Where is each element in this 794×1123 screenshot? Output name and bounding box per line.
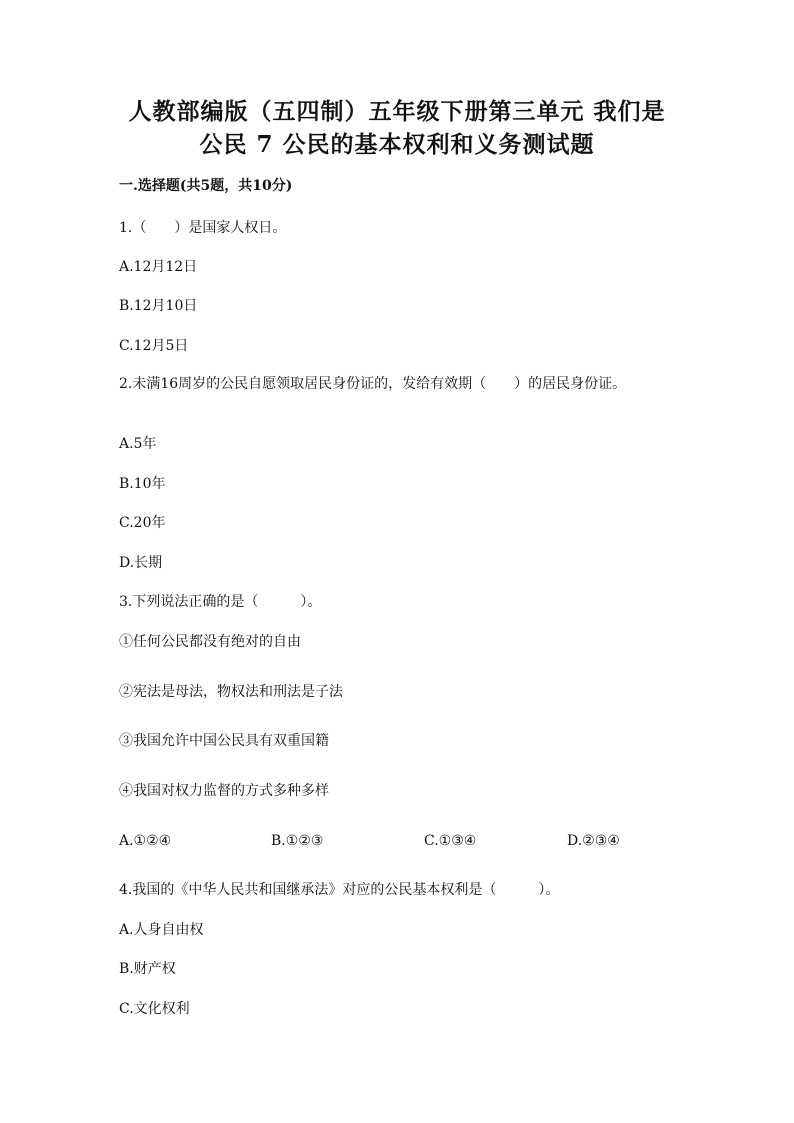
section-heading: 一.选择题(共5题，共10分) xyxy=(119,178,293,194)
question-2-option-a: A.5年 xyxy=(119,436,157,452)
document-title-line-1: 人教部编版（五四制）五年级下册第三单元 我们是 xyxy=(128,98,666,125)
question-1-option-a: A.12月12日 xyxy=(119,259,198,275)
question-3-option-b: B.①②③ xyxy=(271,833,324,849)
question-3-option-c: C.①③④ xyxy=(424,833,477,849)
question-4-option-c: C.文化权利 xyxy=(119,1001,190,1017)
question-1-option-b: B.12月10日 xyxy=(119,298,198,314)
question-4-option-b: B.财产权 xyxy=(119,961,176,977)
question-3-statement-2: ②宪法是母法，物权法和刑法是子法 xyxy=(119,684,343,700)
question-1-option-c: C.12月5日 xyxy=(119,338,189,354)
question-3-option-d: D.②③④ xyxy=(567,833,620,849)
question-1-stem: 1.（ ）是国家人权日。 xyxy=(119,220,287,236)
question-2-option-b: B.10年 xyxy=(119,476,166,492)
question-3-statement-1: ①任何公民都没有绝对的自由 xyxy=(119,634,301,650)
document-title-line-2: 公民 7 公民的基本权利和义务测试题 xyxy=(199,131,595,158)
question-3-statement-3: ③我国允许中国公民具有双重国籍 xyxy=(119,733,329,749)
question-4-stem: 4.我国的《中华人民共和国继承法》对应的公民基本权利是（ ）。 xyxy=(119,882,560,898)
question-2-stem: 2.未满16周岁的公民自愿领取居民身份证的，发给有效期（ ）的居民身份证。 xyxy=(119,376,627,392)
question-2-option-c: C.20年 xyxy=(119,515,166,531)
question-2-option-d: D.长期 xyxy=(119,555,163,571)
question-4-option-a: A.人身自由权 xyxy=(119,922,204,938)
question-3-stem: 3.下列说法正确的是（ ）。 xyxy=(119,594,322,610)
question-3-option-a: A.①②④ xyxy=(119,833,172,849)
question-3-statement-4: ④我国对权力监督的方式多种多样 xyxy=(119,783,329,799)
